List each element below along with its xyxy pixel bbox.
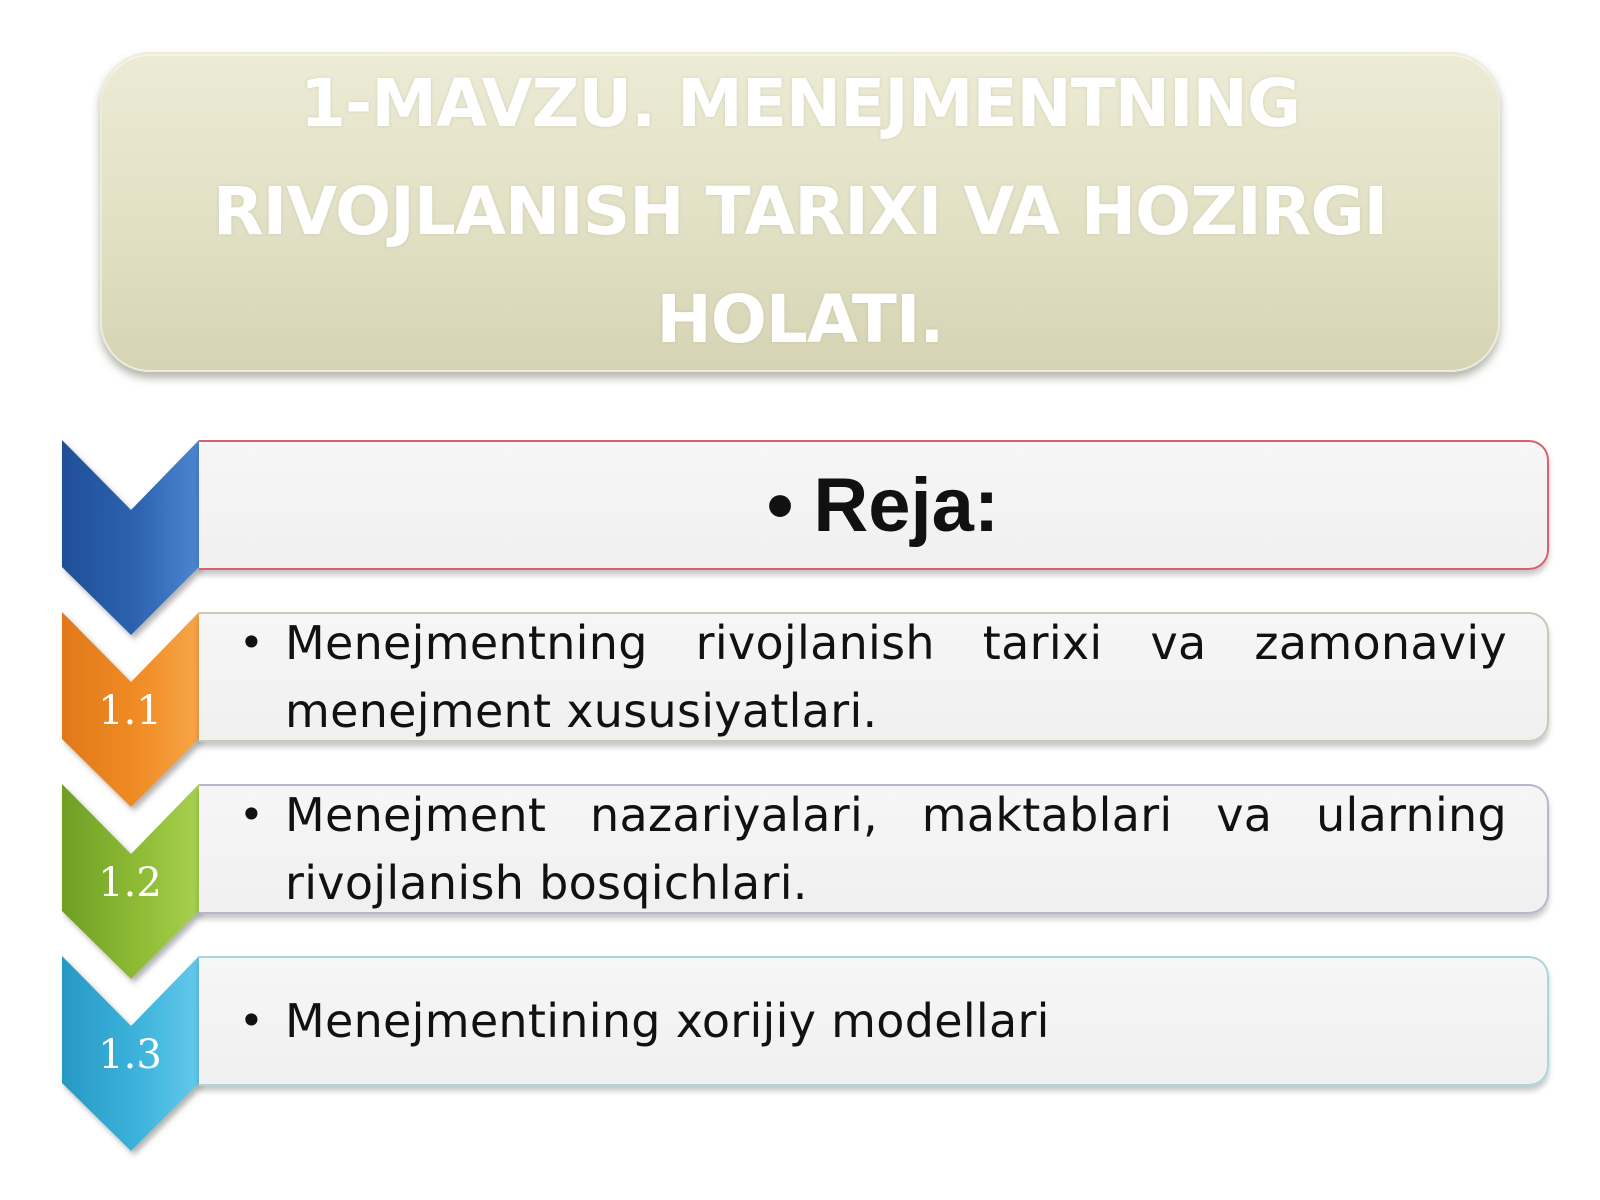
bullet-icon: • — [239, 618, 264, 667]
plan-item-2 — [199, 781, 1547, 917]
plan-header-bullet: • — [766, 462, 794, 548]
step-number-1-2: 1.2 — [98, 860, 162, 906]
bullet-icon: • — [239, 790, 264, 839]
bullet-icon: • — [239, 996, 264, 1045]
plan-item-1 — [199, 609, 1547, 745]
step-number-1-3: 1.3 — [98, 1032, 162, 1078]
plan-item-1-text: Menejmentning rivojlanish tarixi va zamonaviy menejment xususiyatlari. — [285, 616, 1507, 738]
plan-header-label: Reja: — [813, 462, 1000, 548]
slide-title: 1-MAVZU. MENEJMENTNING RIVOJLANISH TARIXI VA HOZIRGI HOLATI. — [212, 65, 1388, 358]
step-number-1-1: 1.1 — [98, 688, 162, 734]
plan-item-3 — [199, 987, 1547, 1055]
plan-item-2-box — [199, 784, 1549, 914]
plan-item-2-text: Menejment nazariyalari, maktablari va ularning rivojlanish bosqichlari. — [285, 788, 1507, 910]
plan-item-3-text: Menejmentining xorijiy modellari — [285, 994, 1050, 1048]
plan-item-1-box — [199, 612, 1549, 742]
plan-header-box — [199, 440, 1549, 570]
plan-item-3-box — [199, 956, 1549, 1086]
header-chevron — [62, 440, 199, 635]
